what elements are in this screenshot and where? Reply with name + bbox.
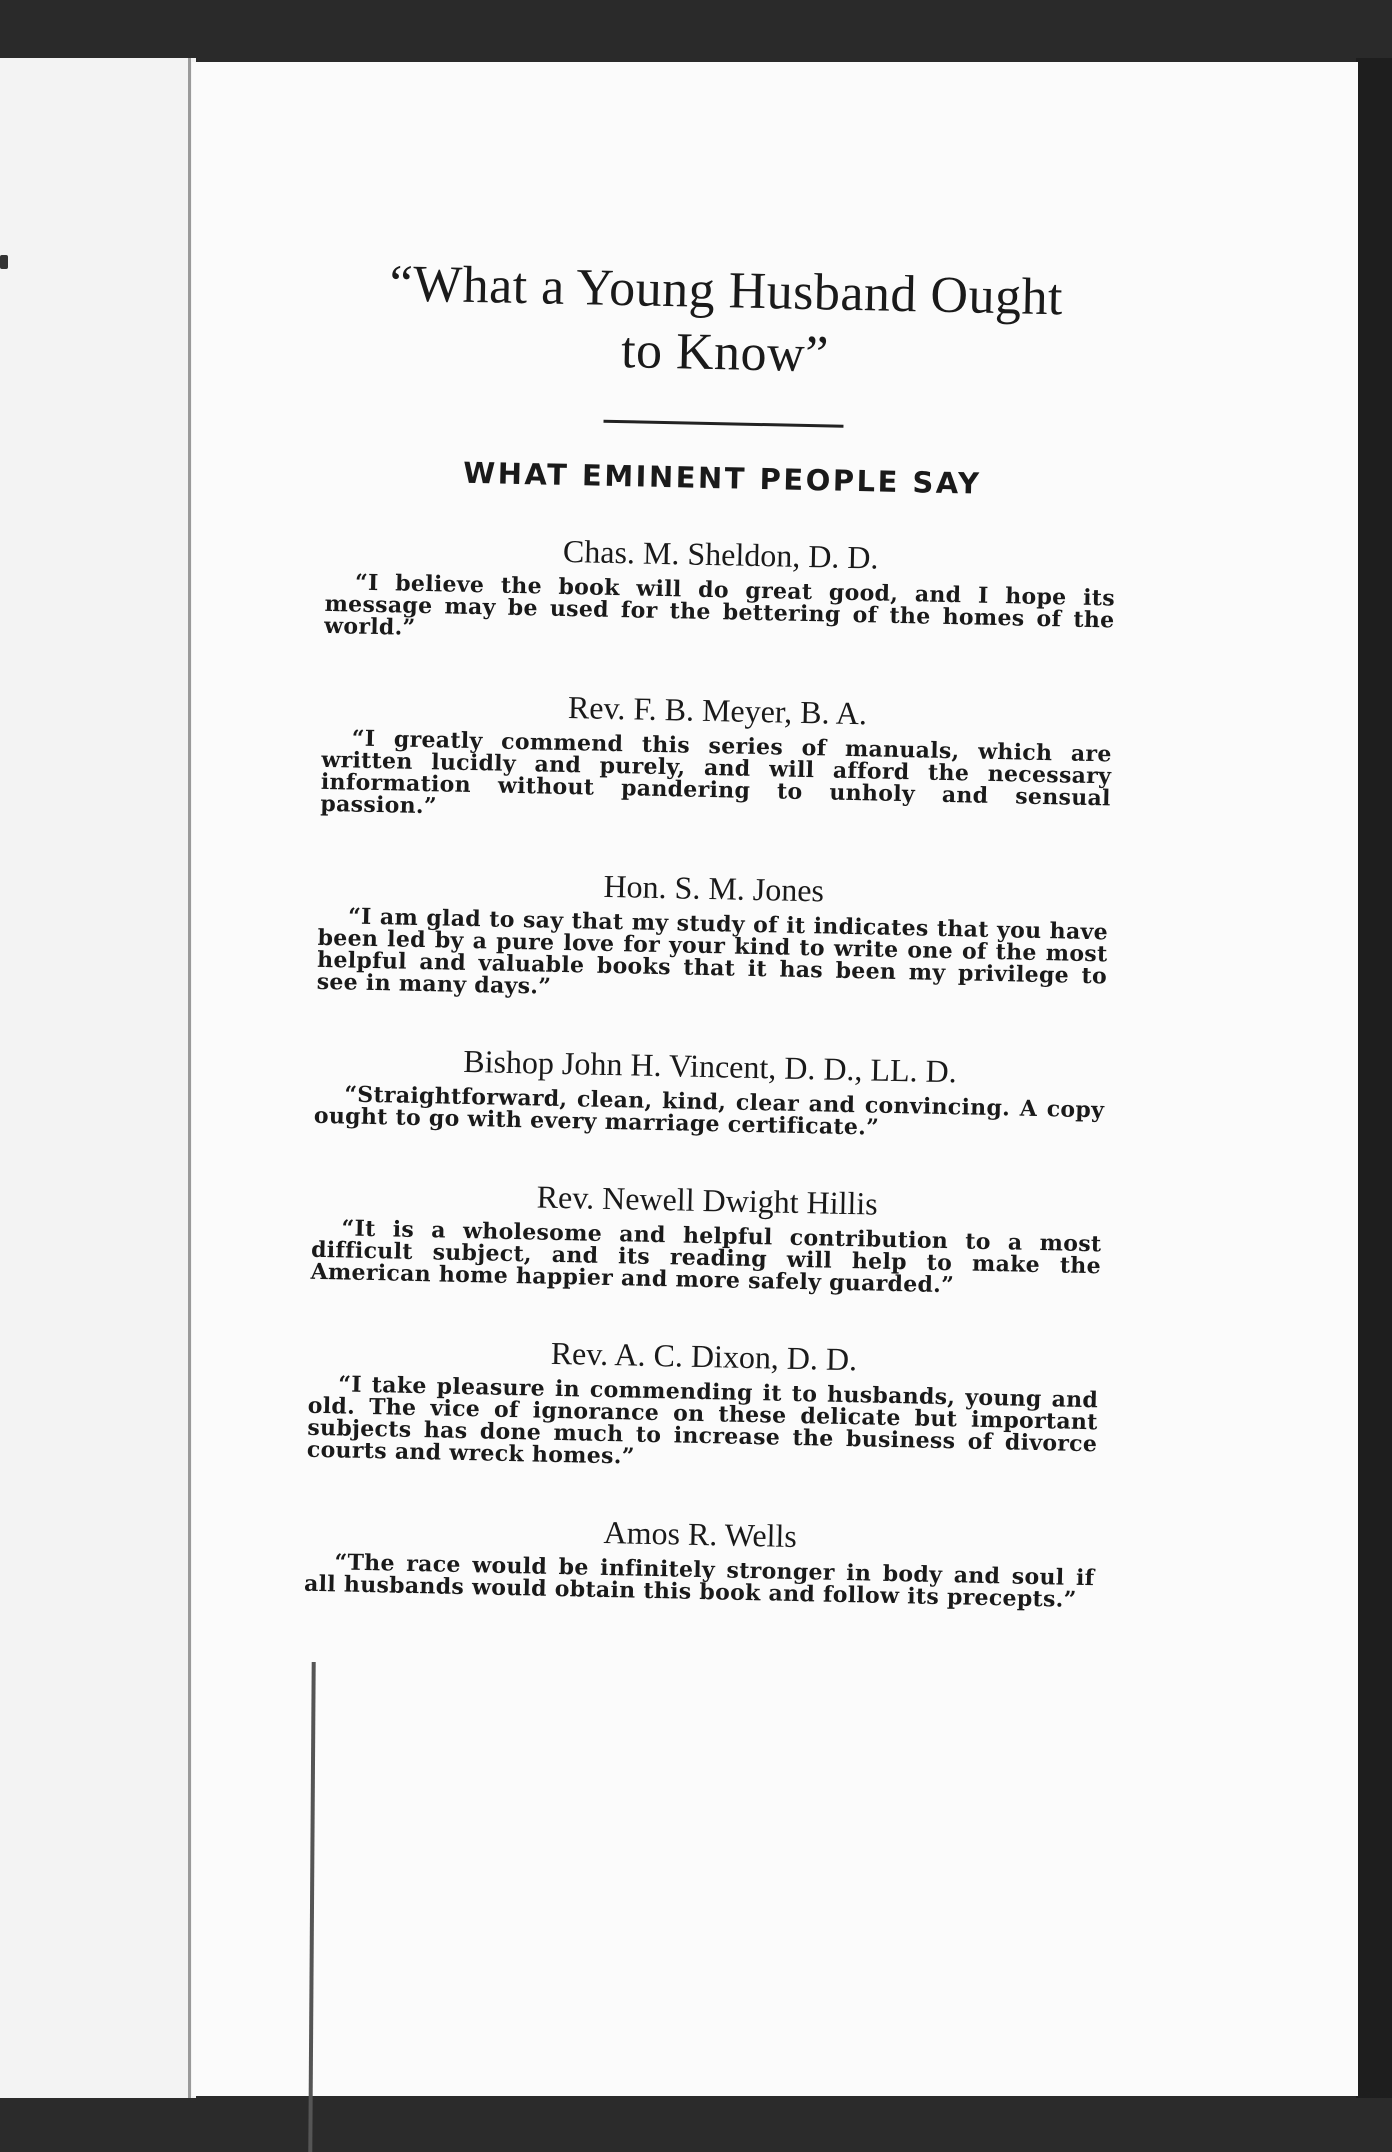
testimonial xyxy=(304,1507,1096,1612)
testimonial xyxy=(320,683,1113,832)
page-shadow-line xyxy=(308,1662,315,2152)
testimonial-quote: “I am glad to say that my study of it indicates that you have been led by a pure love for your kind to write one of the most helpful and valuable books that it has been my privilege to see in many days.” xyxy=(316,903,1109,1000)
testimonial xyxy=(314,1039,1106,1144)
testimonial-author: Rev. F. B. Meyer, B. A. xyxy=(567,689,868,732)
testimonial-quote: “I believe the book will do great good, and I hope its message may be used for the bettering of the homes of the world.” xyxy=(323,569,1116,641)
scanner-right-edge xyxy=(1356,58,1392,2098)
testimonial xyxy=(310,1173,1102,1300)
testimonial-quote: “I take pleasure in commending it to husbands, young and old. The vice of ignorance on these delicate but important subjects has done much to increase the business of divorce courts and wreck homes.” xyxy=(306,1371,1099,1470)
page-content xyxy=(303,252,1122,1657)
testimonial-author: Rev. Newell Dwight Hillis xyxy=(536,1178,879,1222)
page-gutter xyxy=(188,58,191,2098)
facing-page xyxy=(0,58,196,2098)
testimonial-author: Bishop John H. Vincent, D. D., LL. D. xyxy=(462,1042,958,1090)
testimonial-quote: “The race would be infinitely stronger in body and soul if all husbands would obtain this book and follow its precepts.” xyxy=(303,1549,1095,1613)
testimonial-author: Amos R. Wells xyxy=(603,1513,798,1555)
testimonial xyxy=(316,861,1109,1010)
facing-page-mark xyxy=(0,255,8,269)
testimonial-author: Chas. M. Sheldon, D. D. xyxy=(562,532,879,576)
book-page xyxy=(192,62,1358,2096)
section-heading: WHAT EMINENT PEOPLE SAY xyxy=(462,455,982,501)
title-line-2: to Know” xyxy=(620,322,830,384)
scanner-top-band xyxy=(0,0,1392,70)
title-line-1: “What a Young Husband Ought xyxy=(388,255,1064,327)
testimonial-quote: “I greatly commend this series of manuals, which are written lucidly and purely, and will afford the necessary information without pandering to unholy and sensual passion.” xyxy=(320,725,1112,820)
testimonial-author: Rev. A. C. Dixon, D. D. xyxy=(550,1334,858,1378)
title-divider xyxy=(603,420,843,428)
testimonial-quote: “It is a wholesome and helpful contribution to a most difficult subject, and its reading will help to make the American home happier and more safely guarded.” xyxy=(310,1215,1102,1299)
testimonial-quote: “Straightforward, clean, kind, clear and convincing. A copy ought to go with every marriage certificate.” xyxy=(313,1081,1105,1141)
testimonial xyxy=(324,527,1116,654)
testimonial-author: Hon. S. M. Jones xyxy=(603,867,825,909)
page-title xyxy=(329,252,1121,393)
testimonial xyxy=(307,1329,1100,1478)
